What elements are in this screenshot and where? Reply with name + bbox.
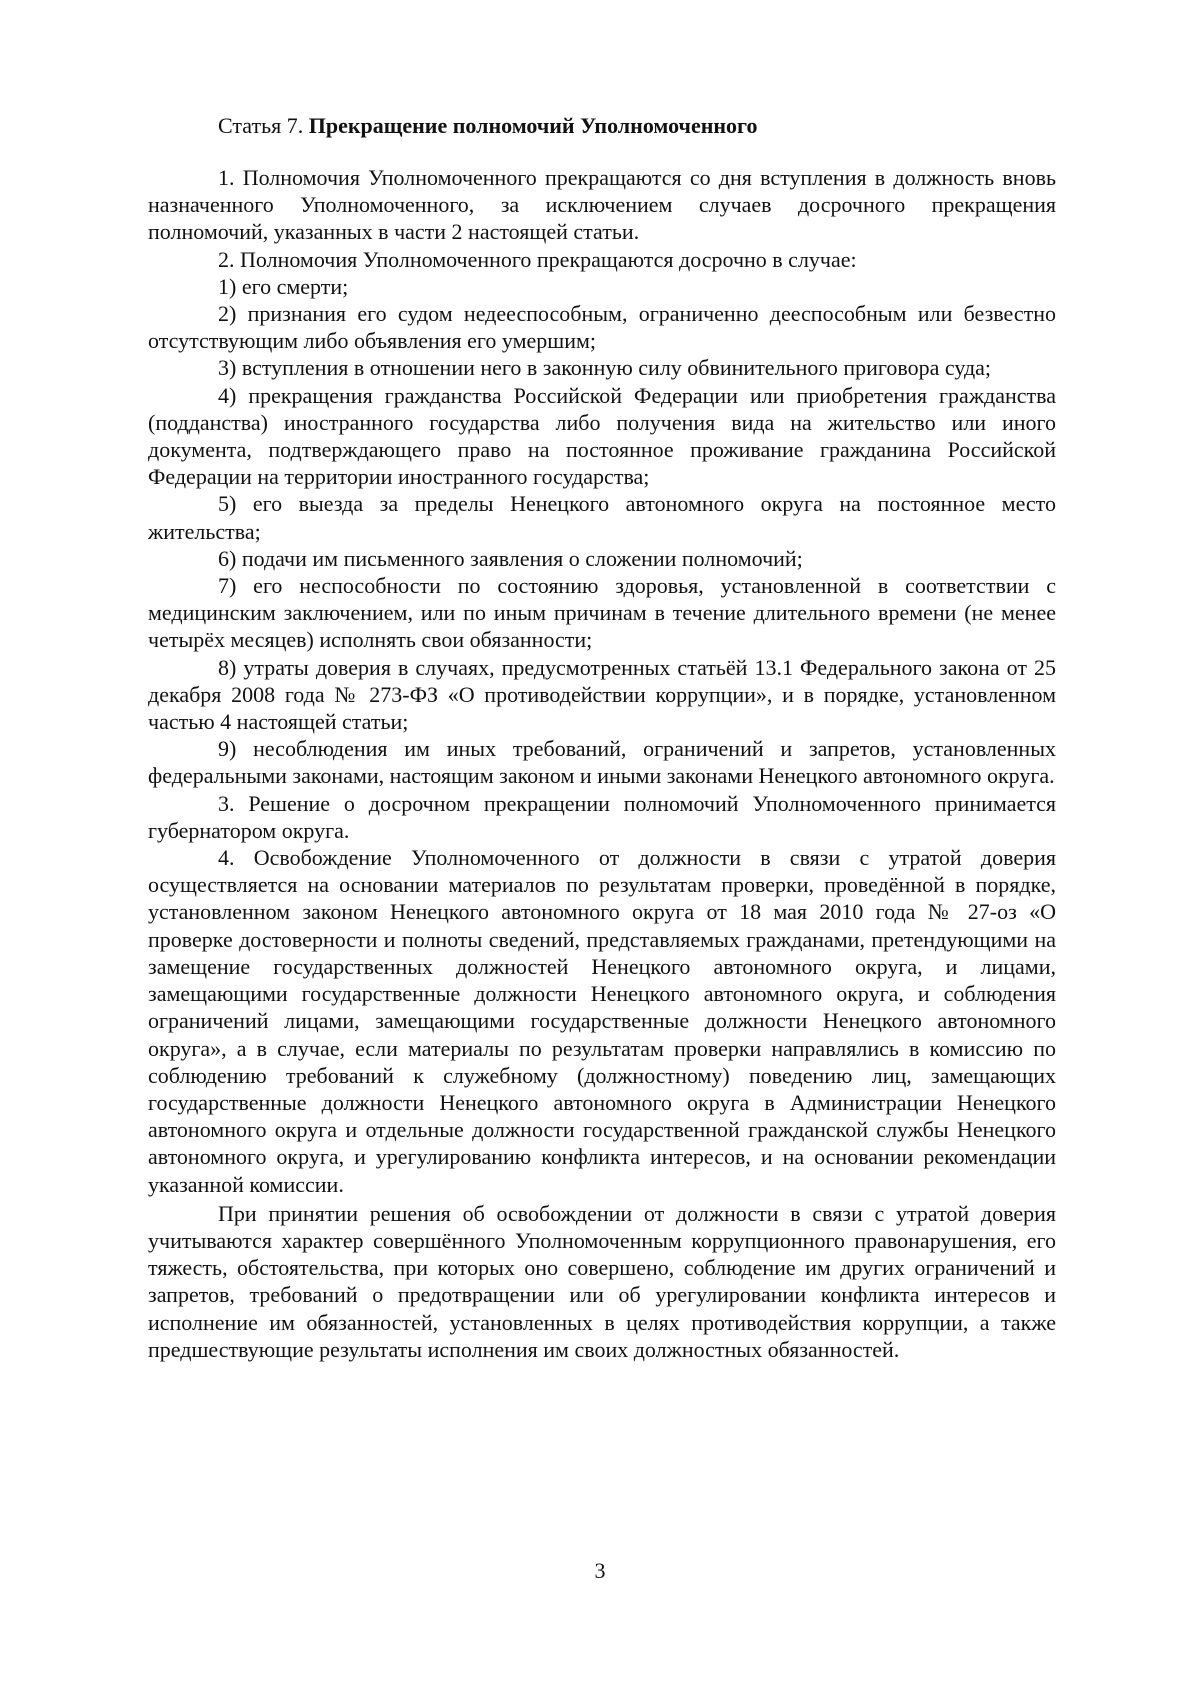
list-item-6: 6) подачи им письменного заявления о сложении полномочий; <box>218 545 803 571</box>
list-item-1: 1) его смерти; <box>218 273 349 299</box>
paragraph-part-4: 4. Освобождение Уполномоченного от должности в связи с утратой доверия осуществляется на основании материалов по результатам проверки, проведённой в порядке, установленном законом Ненецкого автономного округа от 18 мая 2010 года № 27-оз «О проверке достоверности и полноты сведений, представляемых гражданами, претендующими на замещение государственных должностей Ненецкого автономного округа, и лицами, замещающими государственные должности Ненецкого автономного округа, и соблюдения ограничений лицами, замещающими государственные должности Ненецкого автономного округа», а в случае, если материалы по результатам проверки направлялись в комиссию по соблюдению требований к служебному (должностному) поведению лиц, замещающих государственные должности Ненецкого автономного округа в Администрации Ненецкого автономного округа и отдельные должности государственной гражданской службы Ненецкого автономного округа, и урегулированию конфликта интересов, и на основании рекомендации указанной комиссии. <box>148 845 1056 1197</box>
list-item-2: 2) признания его судом недееспособным, ограниченно дееспособным или безвестно отсутствующим либо объявления его умершим; <box>148 301 1056 354</box>
list-item-3: 3) вступления в отношении него в законную силу обвинительного приговора суда; <box>218 355 992 381</box>
list-item-4: 4) прекращения гражданства Российской Федерации или приобретения гражданства (подданства) иностранного государства либо получения вида на жительство или иного документа, подтверждающего право на постоянное проживание гражданина Российской Федерации на территории иностранного государства; <box>148 382 1056 490</box>
paragraph-decision-factors: При принятии решения об освобождении от должности в связи с утратой доверия учитываются характер совершённого Уполномоченным коррупционного правонарушения, его тяжесть, обстоятельства, при которых оно совершено, соблюдение им других ограничений и запретов, требований о предотвращении или об урегулировании конфликта интересов и исполнение им обязанностей, установленных в целях противодействия коррупции, а также предшествующие результаты исполнения им своих должностных обязанностей. <box>148 1200 1056 1362</box>
list-item-9: 9) несоблюдения им иных требований, ограничений и запретов, установленных федеральными законами, настоящим законом и иными законами Ненецкого автономного округа. <box>148 736 1056 789</box>
article-title: Прекращение полномочий Уполномоченного <box>308 113 758 138</box>
page-number: 3 <box>594 1558 606 1583</box>
list-item-7: 7) его неспособности по состоянию здоровья, установленной в соответствии с медицинским заключением, или по иным причинам в течение длительного времени (не менее четырёх месяцев) исполнять свои обязанности; <box>148 573 1056 653</box>
list-item-8: 8) утраты доверия в случаях, предусмотренных статьёй 13.1 Федерального закона от 25 декабря 2008 года № 273-ФЗ «О противодействии коррупции», и в порядке, установленном частью 4 настоящей статьи; <box>148 654 1056 735</box>
list-item-5: 5) его выезда за пределы Ненецкого автономного округа на постоянное место жительства; <box>148 491 1056 544</box>
document-body <box>148 112 1056 1363</box>
article-label: Статья 7. <box>218 113 304 138</box>
article-heading <box>148 112 1056 139</box>
paragraph-part-2: 2. Полномочия Уполномоченного прекращаются досрочно в случае: <box>218 246 857 272</box>
paragraph-part-1: 1. Полномочия Уполномоченного прекращаются со дня вступления в должность вновь назначенного Уполномоченного, за исключением случаев досрочного прекращения полномочий, указанных в части 2 настоящей статьи. <box>148 165 1056 245</box>
paragraph-part-3: 3. Решение о досрочном прекращении полномочий Уполномоченного принимается губернатором округа. <box>148 790 1056 843</box>
